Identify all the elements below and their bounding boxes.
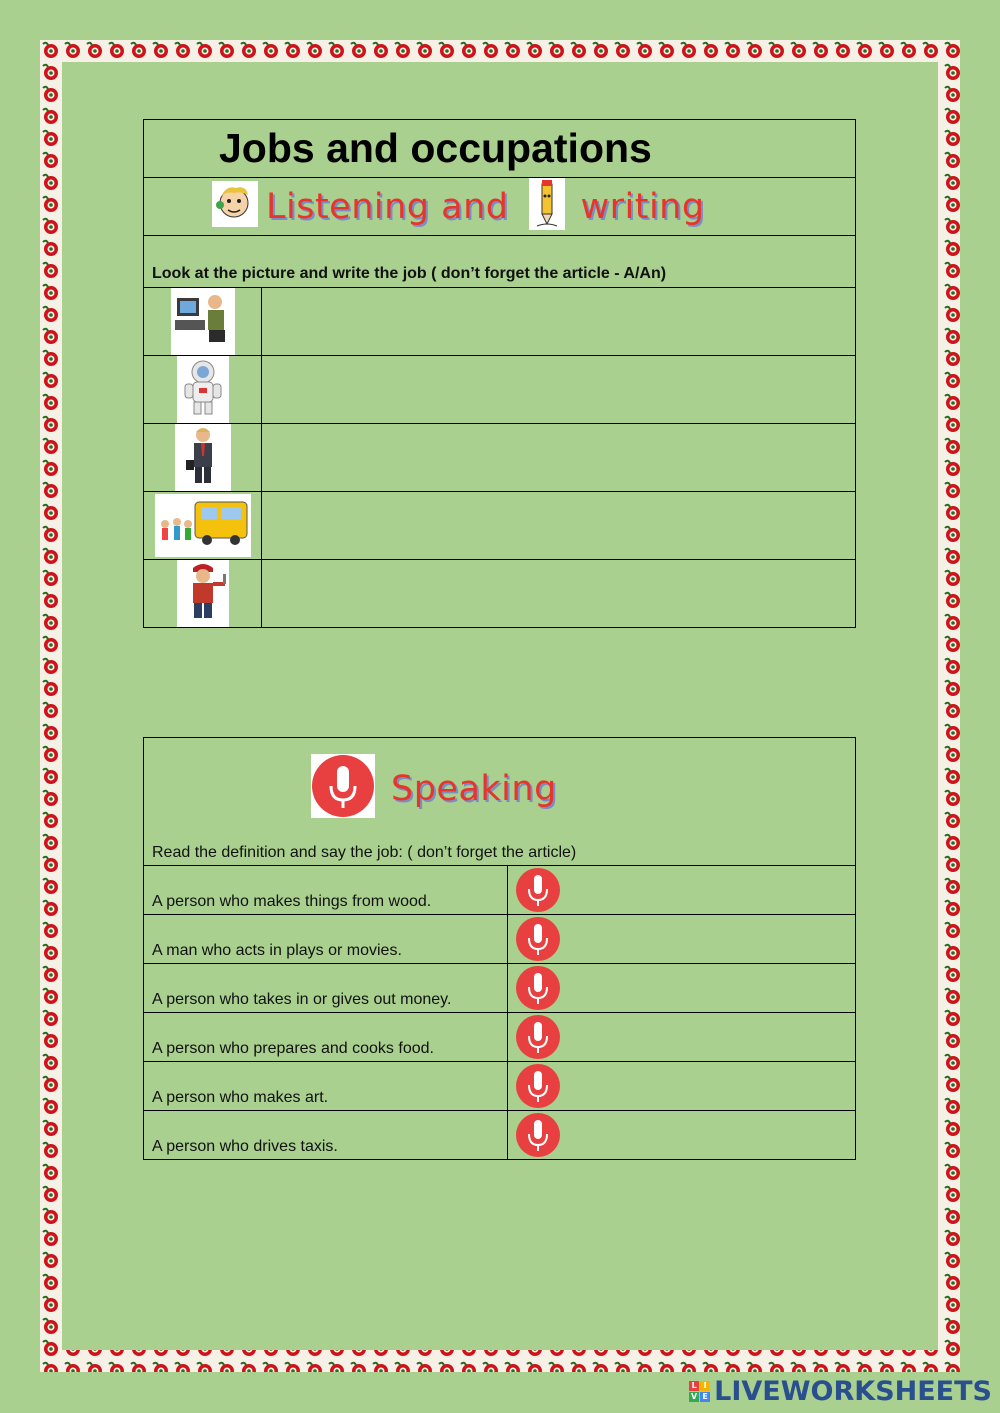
- definition-text: A person who prepares and cooks food.: [144, 1013, 508, 1062]
- logo-box-icon: L I V E: [689, 1381, 710, 1402]
- listening-heading-row: [144, 178, 856, 236]
- liveworksheets-logo: [689, 1376, 992, 1407]
- listening-heading: Listening and: [266, 186, 509, 227]
- answer-row: [144, 492, 856, 560]
- answer-input-5[interactable]: [262, 560, 856, 628]
- record-microphone-icon[interactable]: [516, 966, 560, 1010]
- record-microphone-icon[interactable]: [516, 868, 560, 912]
- listening-boy-icon: [212, 181, 258, 232]
- pencil-icon: [529, 178, 565, 235]
- speaking-table: [143, 737, 856, 1160]
- definition-text: A person who makes things from wood.: [144, 866, 508, 915]
- speaking-row: [144, 915, 856, 964]
- writing-heading: writing: [580, 186, 705, 227]
- logo-text: LIVEWORKSHEETS: [714, 1376, 992, 1407]
- record-microphone-icon[interactable]: [516, 1113, 560, 1157]
- speaking-heading-row: [144, 738, 856, 866]
- page-title: Jobs and occupations: [144, 120, 856, 178]
- businessman-picture: [175, 424, 231, 491]
- bus-driver-picture: [155, 494, 251, 557]
- answer-input-4[interactable]: [262, 492, 856, 560]
- answer-row: [144, 424, 856, 492]
- answer-input-1[interactable]: [262, 288, 856, 356]
- definition-text: A person who takes in or gives out money.: [144, 964, 508, 1013]
- answer-input-2[interactable]: [262, 356, 856, 424]
- listening-table: [143, 119, 856, 628]
- listening-instruction: Look at the picture and write the job ( don’t forget the article - A/An): [144, 236, 856, 288]
- definition-text: A man who acts in plays or movies.: [144, 915, 508, 964]
- computer-programmer-picture: [171, 288, 235, 355]
- answer-row: [144, 288, 856, 356]
- record-microphone-icon[interactable]: [516, 1015, 560, 1059]
- answer-row: [144, 560, 856, 628]
- microphone-icon: [311, 754, 375, 823]
- speaking-row: [144, 1062, 856, 1111]
- answer-input-3[interactable]: [262, 424, 856, 492]
- record-microphone-icon[interactable]: [516, 917, 560, 961]
- speaking-instruction: Read the definition and say the job: ( don’t forget the article): [152, 844, 577, 861]
- answer-row: [144, 356, 856, 424]
- astronaut-picture: [177, 356, 229, 423]
- speaking-row: [144, 1013, 856, 1062]
- record-microphone-icon[interactable]: [516, 1064, 560, 1108]
- mechanic-picture: [177, 560, 229, 627]
- speaking-row: [144, 866, 856, 915]
- definition-text: A person who makes art.: [144, 1062, 508, 1111]
- speaking-heading: Speaking: [391, 768, 557, 809]
- speaking-row: [144, 1111, 856, 1160]
- definition-text: A person who drives taxis.: [144, 1111, 508, 1160]
- speaking-row: [144, 964, 856, 1013]
